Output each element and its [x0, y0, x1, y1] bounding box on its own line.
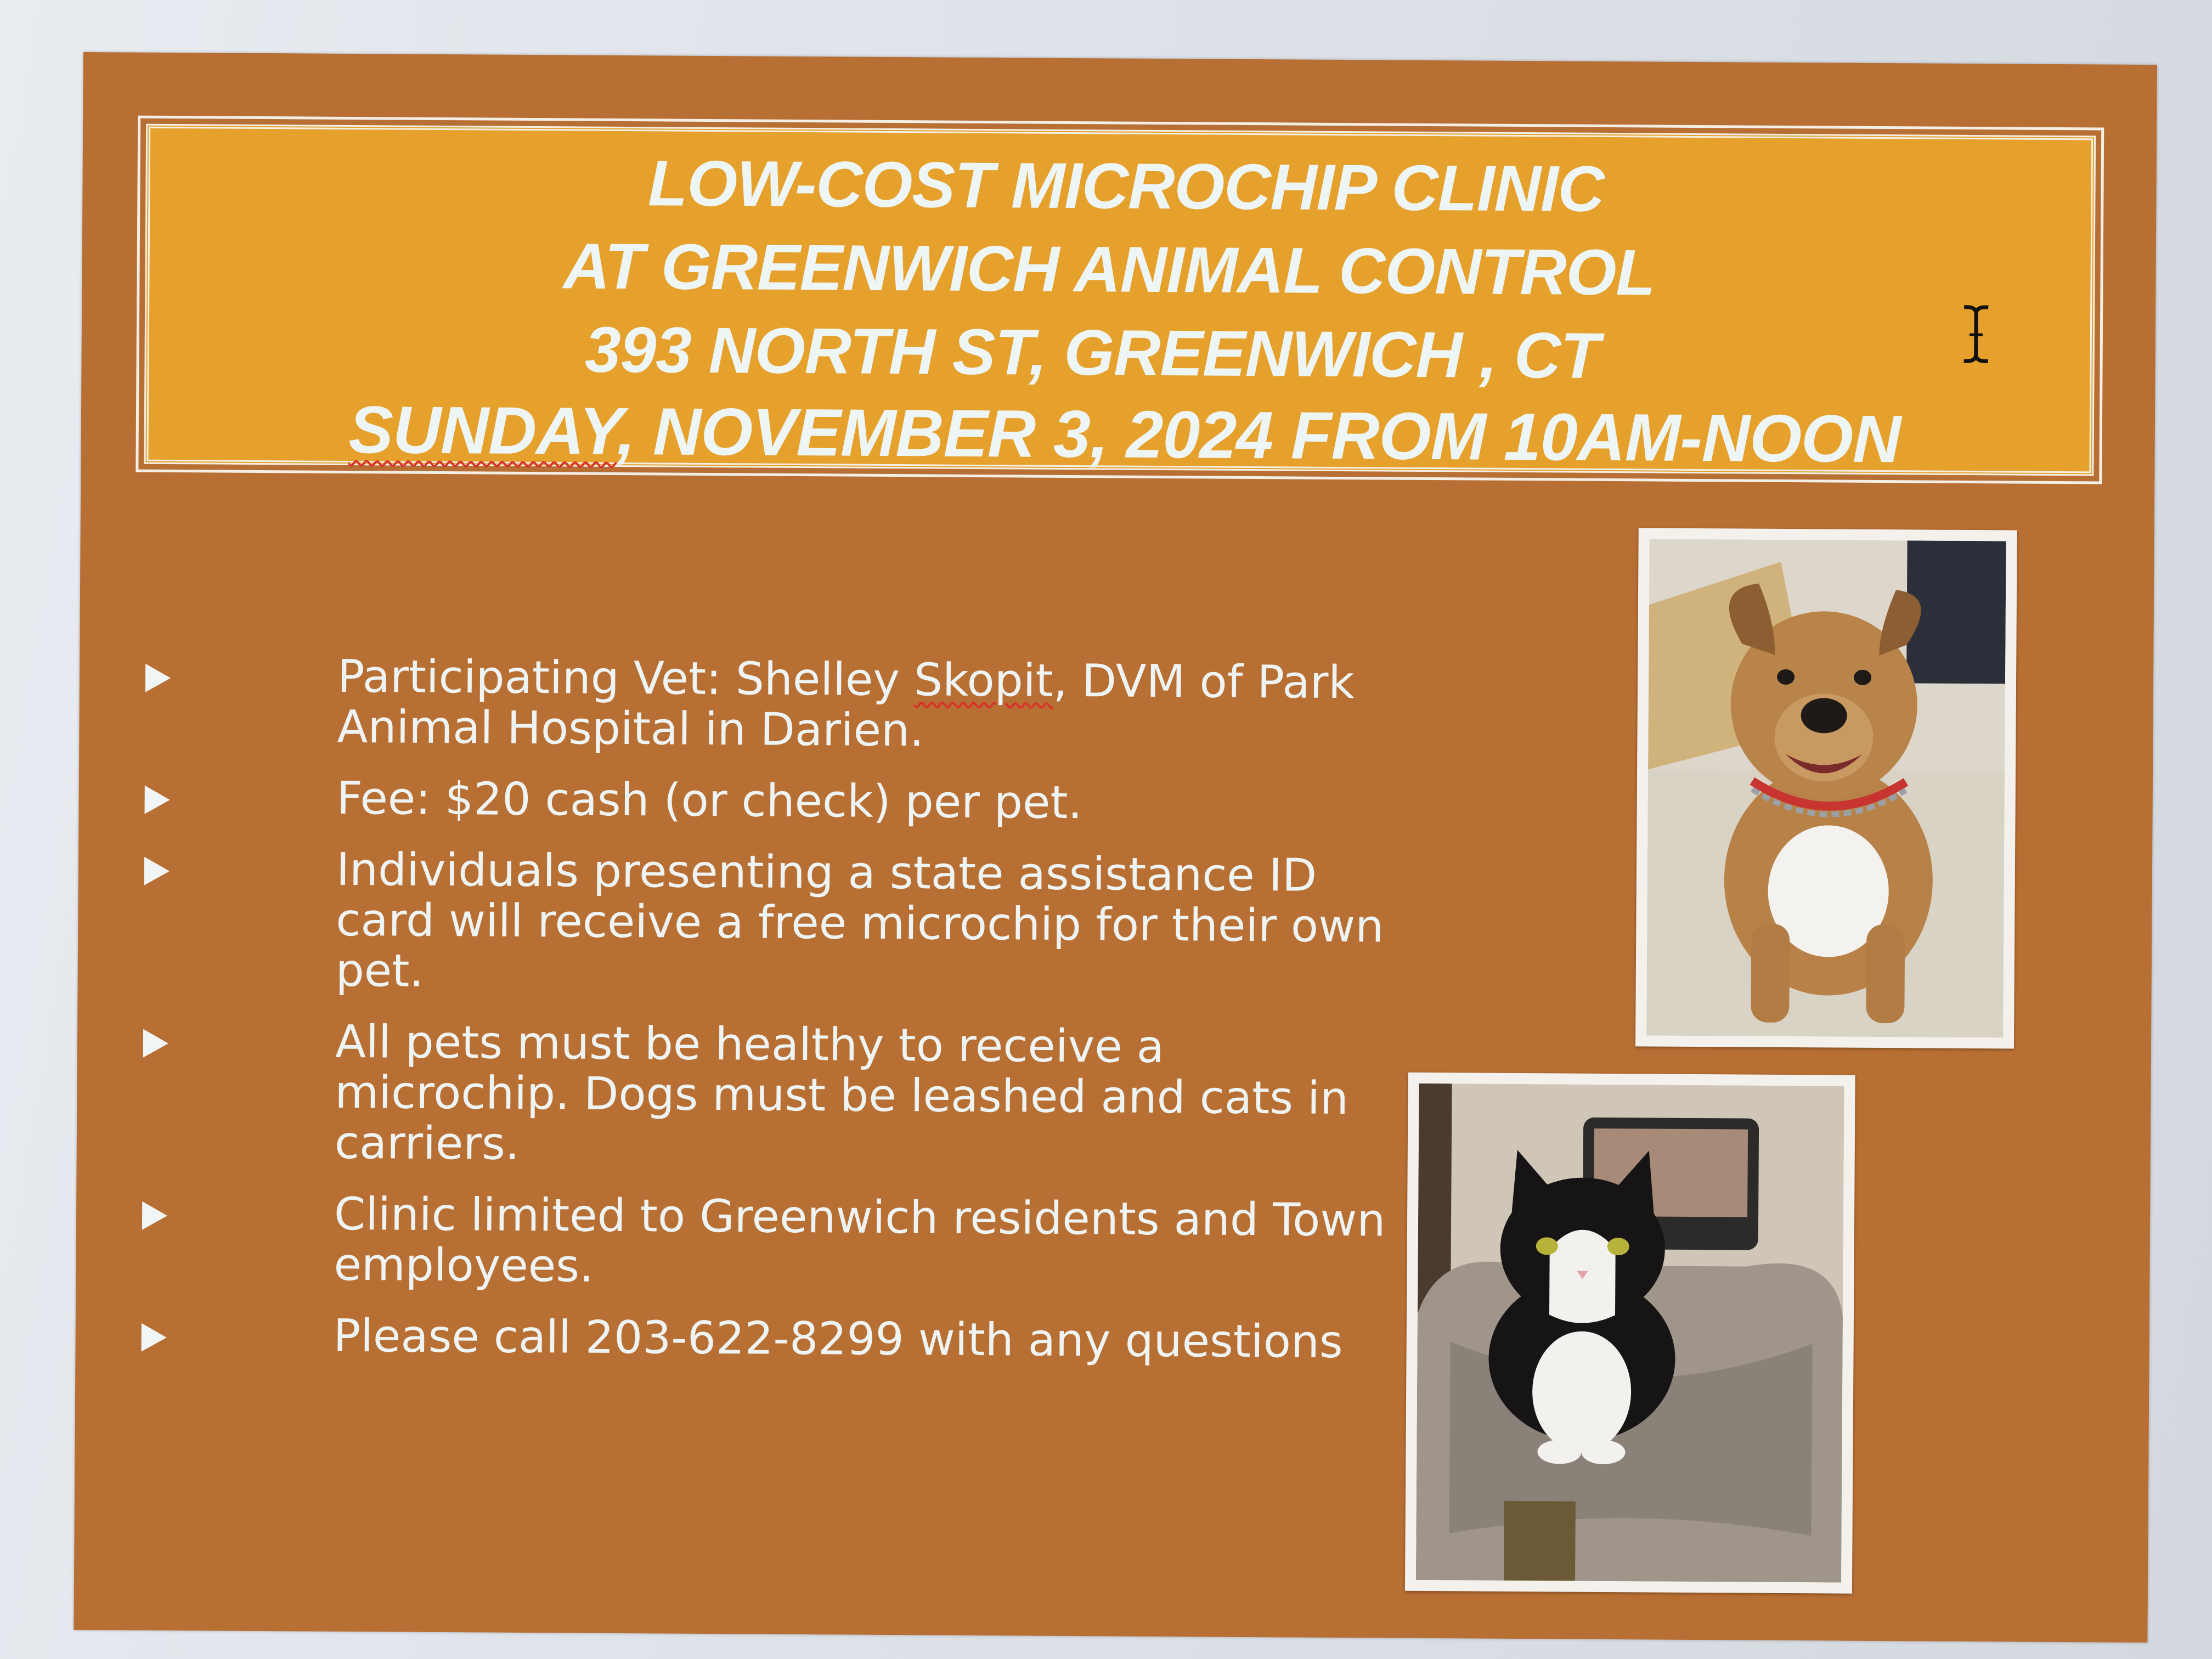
bullet-healthy: [143, 1016, 1406, 1175]
info-bullet-list: [141, 651, 1517, 1390]
title-date-rest: , NOVEMBER 3, 2024 FROM 10AM-NOON: [616, 393, 1901, 477]
text-cursor-icon: [1960, 304, 1993, 364]
title-day-word: SUNDAY: [348, 392, 617, 469]
title-line-location: AT GREENWICH ANIMAL CONTROL: [563, 230, 1655, 309]
fee-text: Fee: $20 cash (or check) per pet.: [336, 772, 1082, 830]
triangle-right-icon: [144, 857, 170, 885]
triangle-right-icon: [145, 664, 171, 692]
triangle-right-icon: [142, 1323, 167, 1352]
cat-illustration: [1416, 1084, 1844, 1583]
cat-photo: [1405, 1073, 1855, 1594]
vet-suffix: , DVM of Park Animal Hospital in Darien.: [337, 654, 1355, 757]
title-line-clinic: LOW-COST MICROCHIP CLINIC: [647, 147, 1605, 225]
residents-text: Clinic limited to Greenwich residents and Town employees.: [334, 1188, 1386, 1293]
title-line-date: [154, 392, 2095, 477]
bullet-fee: [144, 772, 1407, 831]
vet-prefix: Participating Vet: Shelley: [337, 650, 915, 707]
bullet-residents: [142, 1188, 1404, 1297]
triangle-right-icon: [145, 786, 170, 814]
dog-illustration: [1646, 539, 2006, 1037]
bullet-vet: [145, 651, 1407, 759]
vet-name: Skopit: [913, 654, 1054, 707]
title-banner: [144, 124, 2096, 476]
slide: [74, 52, 2157, 1643]
triangle-right-icon: [143, 1029, 168, 1058]
triangle-right-icon: [142, 1201, 167, 1230]
bullet-assistance: [144, 844, 1407, 1003]
healthy-text: All pets must be healthy to receive a microchip. Dogs must be leashed and cats in carriers.: [334, 1015, 1349, 1170]
assistance-text: Individuals presenting a state assistance ID card will receive a free microchip for their own pet.: [335, 843, 1384, 997]
bullet-questions: [141, 1310, 1403, 1368]
title-line-address: 393 NORTH ST, GREENWICH , CT: [584, 313, 1600, 392]
questions-text: Please call 203-622-8299 with any questions: [333, 1310, 1343, 1369]
dog-photo: [1635, 528, 2017, 1048]
